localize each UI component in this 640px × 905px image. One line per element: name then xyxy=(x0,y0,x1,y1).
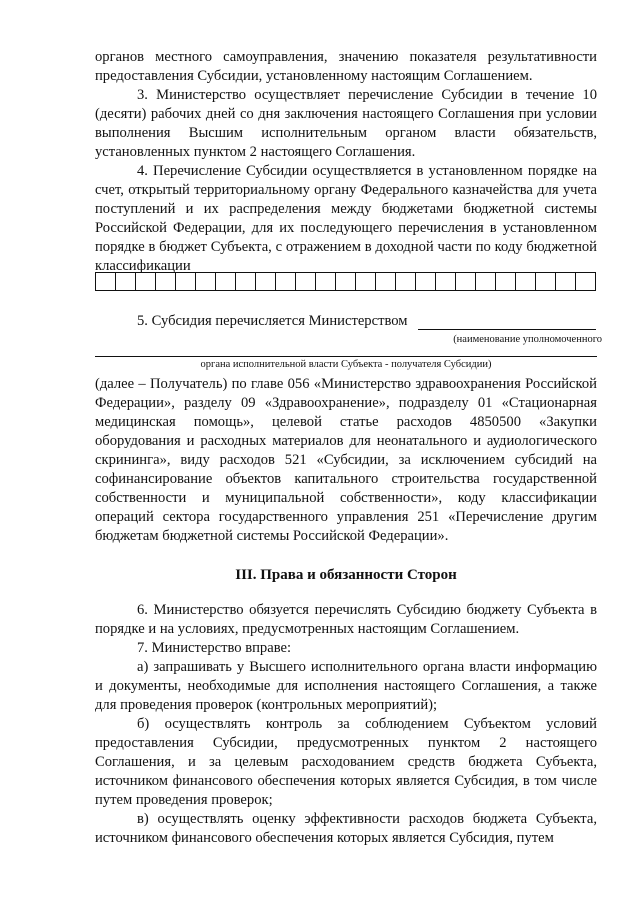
code-box xyxy=(436,273,456,290)
code-box xyxy=(116,273,136,290)
code-box xyxy=(156,273,176,290)
code-box xyxy=(536,273,556,290)
paragraph-4: 4. Перечисление Субсидии осуществляется в установленном порядке на счет, открытый территориальному органу Федерального казначейства для учета поступлений и их распределения между бюджетами бюджетной системы Российской Федерации, для их последующего перечисления в установленном порядке в бюджет Субъекта, с отражением в доходной части по коду бюджетной классификации xyxy=(95,163,597,274)
caption-authority-name: (наименование уполномоченного xyxy=(453,334,602,345)
section-3-title: III. Права и обязанности Сторон xyxy=(235,567,457,583)
code-box xyxy=(256,273,276,290)
paragraph-7: 7. Министерство вправе: xyxy=(137,640,292,656)
code-box xyxy=(316,273,336,290)
code-box xyxy=(336,273,356,290)
paragraph-3: 3. Министерство осуществляет перечисление Субсидии в течение 10 (десяти) рабочих дней со дня заключения настоящего Соглашения при условии выполнения Высшим исполнительным органом власти обязательств, установленных пунктом 2 настоящего Соглашения. xyxy=(95,87,597,160)
paragraph-7a: а) запрашивать у Высшего исполнительного органа власти информацию и документы, необходимые для исполнения настоящего Соглашения, а также для проведения проверок (контрольных мероприятий); xyxy=(95,659,597,713)
paragraph-6: 6. Министерство обязуется перечислять Субсидию бюджету Субъекта в порядке и на условиях, предусмотренных настоящим Соглашением. xyxy=(95,602,597,637)
code-box xyxy=(356,273,376,290)
code-box xyxy=(196,273,216,290)
paragraph-5-body: (далее – Получатель) по главе 056 «Министерство здравоохранения Российской Федерации», разделу 09 «Здравоохранение», подразделу 01 «Стационарная медицинская помощь», целевой статье расходов 4850500 «Закупки оборудования и расходных материалов для неонатального и аудиологического скрининга», виду расходов 521 «Субсидии, за исключением субсидий на софинансирование объектов капитального строительства государственной собственности и муниципальной собственности», коду классификации операций сектора государственного управления 251 «Перечисление другим бюджетам бюджетной системы Российской Федерации». xyxy=(95,376,597,544)
budget-code-boxes xyxy=(95,272,596,291)
blank-line-authority-cont xyxy=(95,356,597,357)
code-box xyxy=(236,273,256,290)
code-box xyxy=(376,273,396,290)
code-box xyxy=(296,273,316,290)
caption-authority-recipient: органа исполнительной власти Субъекта - получателя Субсидии) xyxy=(200,359,492,370)
paragraph-5-lead: 5. Субсидия перечисляется Министерством xyxy=(137,313,408,329)
code-box xyxy=(276,273,296,290)
code-box xyxy=(556,273,576,290)
paragraph-7b: б) осуществлять контроль за соблюдением Субъектом условий предоставления Субсидии, предусмотренных пунктом 2 настоящего Соглашения, и за целевым расходованием средств бюджета Субъекта, источником финансового обеспечения которых является Субсидия, в том числе путем проведения проверок; xyxy=(95,716,597,808)
code-box xyxy=(416,273,436,290)
paragraph-7v: в) осуществлять оценку эффективности расходов бюджета Субъекта, источником финансового обеспечения которых является Субсидия, путем xyxy=(95,811,597,846)
blank-line-authority xyxy=(418,329,596,330)
paragraph-continuation: органов местного самоуправления, значению показателя результативности предоставления Субсидии, установленному настоящим Соглашением. xyxy=(95,49,597,84)
code-box xyxy=(576,273,596,290)
code-box xyxy=(496,273,516,290)
code-box xyxy=(476,273,496,290)
code-box xyxy=(516,273,536,290)
code-box xyxy=(396,273,416,290)
code-box xyxy=(136,273,156,290)
code-box xyxy=(96,273,116,290)
code-box xyxy=(216,273,236,290)
code-box xyxy=(176,273,196,290)
code-box xyxy=(456,273,476,290)
